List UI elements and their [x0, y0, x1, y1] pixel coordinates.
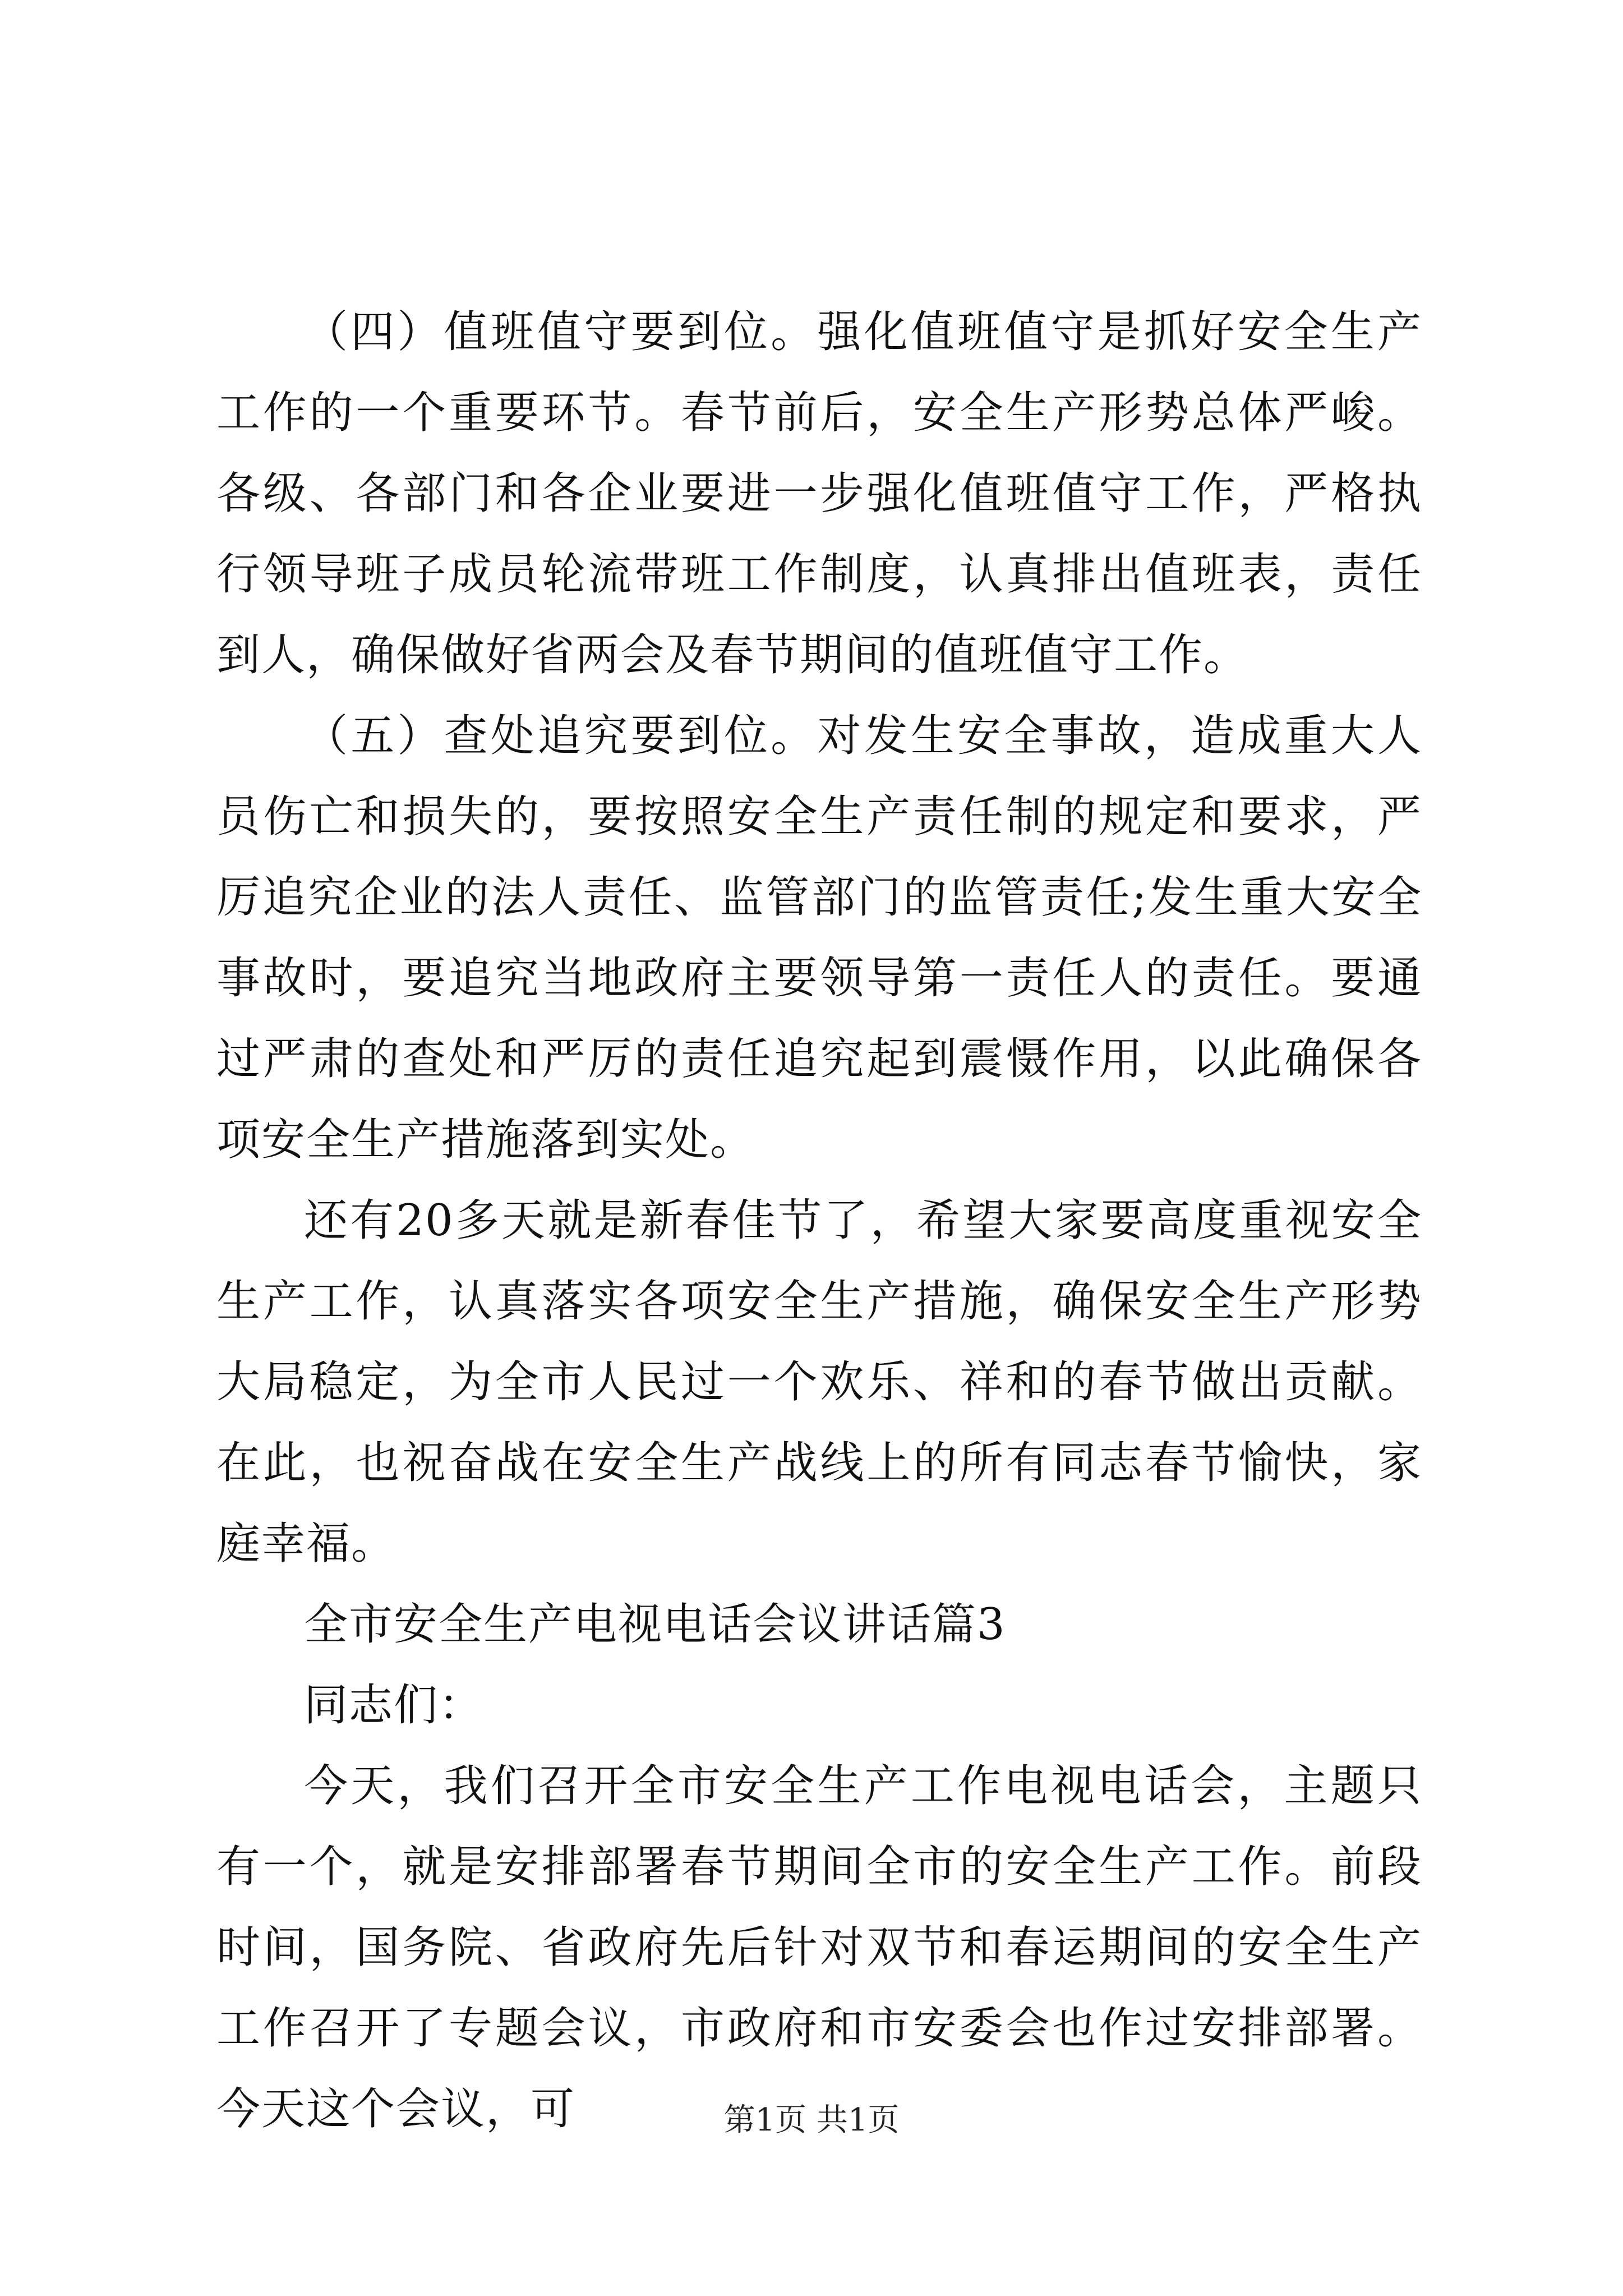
salutation: 同志们：	[304, 1680, 484, 1731]
paragraph-opening: 今天，我们召开全市安全生产工作电视电话会，主题只有一个，就是安排部署春节期间全市的安全生产工作。前段时间，国务院、省政府先后针对双节和春运期间的安全生产工作召开了专题会议，市政府和市安委会也作过安排部署。今天这个会议，可	[216, 1761, 1422, 2134]
paragraph-duty-watch: （四）值班值守要到位。强化值班值守是抓好安全生产工作的一个重要环节。春节前后，安全生产形势总体严峻。各级、各部门和各企业要进一步强化值班值守工作，严格执行领导班子成员轮流带班工作制度，认真排出值班表，责任到人，确保做好省两会及春节期间的值班值守工作。	[216, 307, 1422, 680]
section-title: 全市安全生产电视电话会议讲话篇3	[304, 1599, 1006, 1650]
paragraph-festival-wishes: 还有20多天就是新春佳节了，希望大家要高度重视安全生产工作，认真落实各项安全生产措施，确保安全生产形势大局稳定，为全市人民过一个欢乐、祥和的春节做出贡献。在此，也祝奋战在安全生产战线上的所有同志春节愉快，家庭幸福。	[216, 1195, 1422, 1569]
document-body	[216, 292, 1422, 2150]
paragraph-accountability: （五）查处追究要到位。对发生安全事故，造成重大人员伤亡和损失的，要按照安全生产责任制的规定和要求，严厉追究企业的法人责任、监管部门的监管责任;发生重大安全事故时，要追究当地政府主要领导第一责任人的责任。要通过严肃的查处和严厉的责任追究起到震慑作用，以此确保各项安全生产措施落到实处。	[216, 711, 1422, 1165]
page-number-footer: 第1页 共1页	[723, 2102, 900, 2138]
